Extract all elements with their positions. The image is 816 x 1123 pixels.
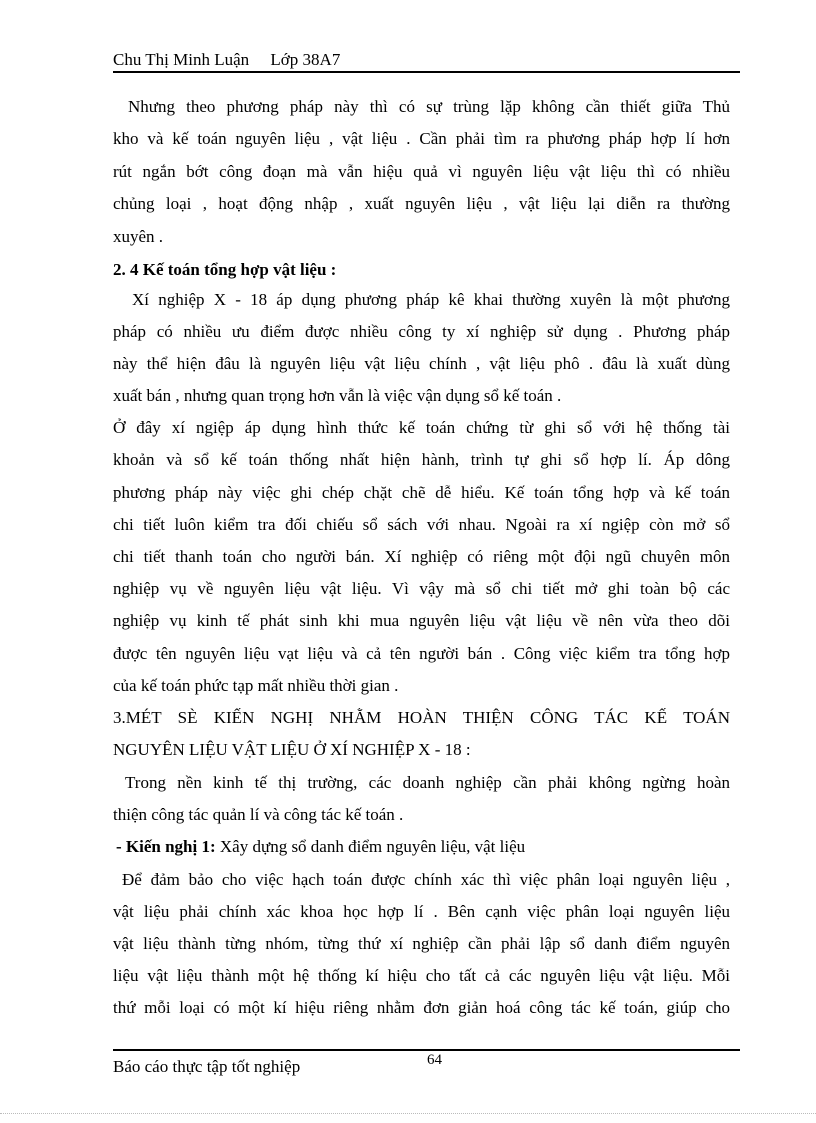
- proposal-label: - Kiến nghị 1:: [116, 837, 216, 856]
- page-number: 64: [427, 1052, 442, 1068]
- text-line: rút ngắn bớt công đoạn mà vẫn hiệu quả vì nguyên liệu vật liệu thì có nhiều: [113, 162, 730, 181]
- proposal-text: Xây dựng sổ danh điểm nguyên liệu, vật liệu: [219, 837, 526, 856]
- page-boundary: [0, 1113, 816, 1114]
- text-line: nghiệp vụ về nguyên liệu vật liệu. Vì vậy mà sổ chi tiết mở ghi toàn bộ các: [113, 579, 730, 598]
- text-line: liệu vật liệu thành một hệ thống kí hiệu cho tất cả các nguyên liệu vật liệu. Mỗi: [113, 966, 730, 985]
- text-line: nghiệp vụ kinh tế phát sinh khi mua nguyên liệu vật liệu về nên vừa theo dõi: [113, 611, 730, 630]
- text-line: Nhưng theo phương pháp này thì có sự trùng lặp không cần thiết giữa Thủ: [128, 97, 730, 116]
- text-line: được tên nguyên liệu vạt liệu và cả tên người bán . Công việc kiểm tra tổng hợp: [113, 644, 730, 663]
- text-line: của kế toán phức tạp mất nhiều thời gian .: [113, 676, 399, 695]
- proposal-line: [116, 837, 733, 857]
- text-line: Xí nghiệp X - 18 áp dụng phương pháp kê khai thường xuyên là một phương: [132, 290, 730, 309]
- section-heading: NGUYÊN LIỆU VẬT LIỆU Ở XÍ NGHIỆP X - 18 :: [113, 740, 471, 759]
- header-rule: [113, 71, 740, 73]
- text-line: Ở đây xí ngiệp áp dụng hình thức kế toán chứng từ ghi sổ với hệ thống tài: [113, 418, 730, 437]
- footer-rule: [113, 1049, 740, 1051]
- text-line: xuyên .: [113, 227, 164, 246]
- text-line: kho và kế toán nguyên liệu , vật liệu . Cần phải tìm ra phương pháp hợp lí hơn: [113, 129, 730, 148]
- text-line: Trong nền kinh tế thị trường, các doanh nghiệp cần phải không ngừng hoàn: [125, 773, 730, 792]
- text-line: khoản và sổ kế toán thống nhất hiện hành, trình tự ghi sổ hợp lí. Áp dông: [113, 450, 730, 469]
- text-line: pháp có nhiều ưu điểm được nhiều công ty xí nghiệp sử dụng . Phương pháp: [113, 322, 730, 341]
- header-class: Lớp 38A7: [270, 50, 341, 69]
- page-header: [113, 50, 340, 70]
- text-line: thứ mỗi loại có một kí hiệu riêng nhằm đơn giản hoá công tác kế toán, giúp cho: [113, 998, 730, 1017]
- text-line: phương pháp này việc ghi chép chặt chẽ dễ hiểu. Kế toán tổng hợp và kế toán: [113, 483, 730, 502]
- text-line: chủng loại , hoạt động nhập , xuất nguyên liệu , vật liệu lại diễn ra thường: [113, 194, 730, 213]
- header-author: Chu Thị Minh Luận: [113, 50, 250, 69]
- text-line: vật liệu phải chính xác khoa học hợp lí . Bên cạnh việc phân loại nguyên liệu: [113, 902, 730, 921]
- text-line: chi tiết luôn kiểm tra đối chiếu sổ sách với nhau. Ngoài ra xí ngiệp còn mở sổ: [113, 515, 730, 534]
- section-heading: 3.MÉT SÈ KIẾN NGHỊ NHẰM HOÀN THIỆN CÔNG TÁC KẾ TOÁN: [113, 708, 730, 727]
- text-line: xuất bán , nhưng quan trọng hơn vẫn là việc vận dụng sổ kế toán .: [113, 386, 562, 405]
- footer-title: Báo cáo thực tập tốt nghiệp: [113, 1057, 301, 1076]
- text-line: vật liệu thành từng nhóm, từng thứ xí nghiệp cần phải lập sổ danh điểm nguyên: [113, 934, 730, 953]
- text-line: Để đảm bảo cho việc hạch toán được chính xác thì việc phân loại nguyên liệu ,: [122, 870, 730, 889]
- text-line: thiện công tác quản lí và công tác kế toán .: [113, 805, 404, 824]
- section-heading: 2. 4 Kế toán tổng hợp vật liệu :: [113, 260, 337, 279]
- text-line: chi tiết thanh toán cho người bán. Xí nghiệp có riêng một đội ngũ chuyên môn: [113, 547, 730, 566]
- text-line: này thể hiện đâu là nguyên liệu vật liệu chính , vật liệu phô . đâu là xuất dùng: [113, 354, 730, 373]
